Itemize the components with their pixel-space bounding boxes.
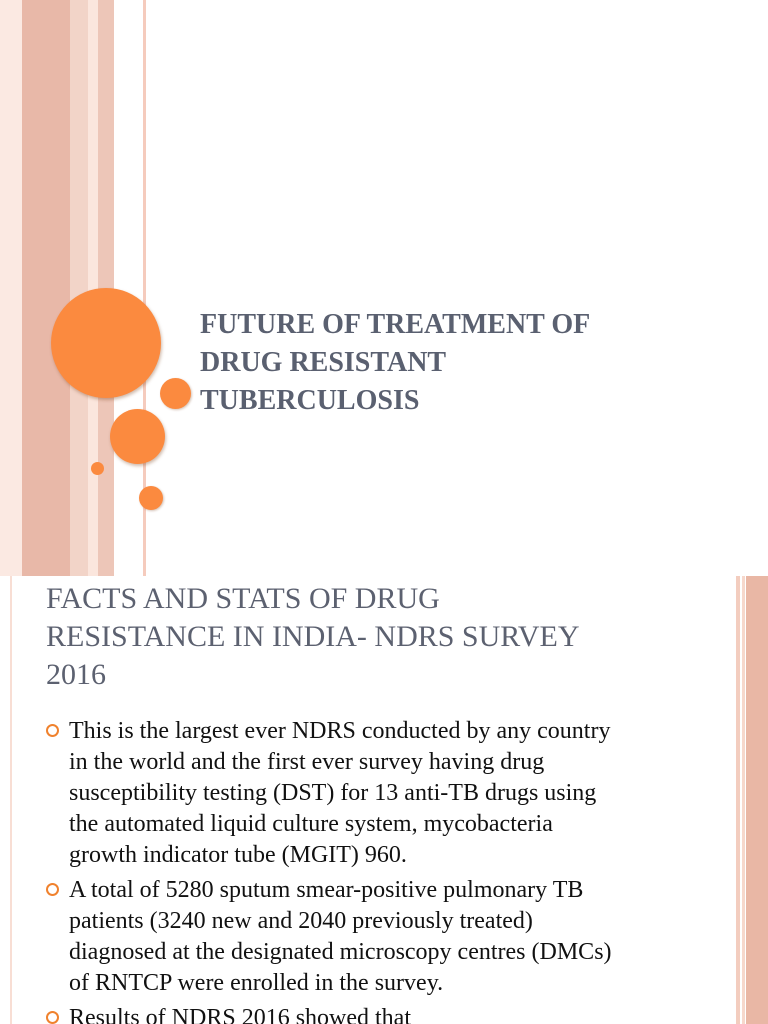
decorative-stripe [70,0,88,576]
bullet-text-line: growth indicator tube (MGIT) 960. [69,842,407,868]
decorative-stripe [746,576,768,1024]
slide-title-line: DRUG RESISTANT [200,347,447,378]
decorative-stripe [736,576,740,1024]
bullet-text-line: patients (3240 new and 2040 previously treated) [69,908,533,934]
bullet-list [0,716,700,1024]
bullet-text-line: susceptibility testing (DST) for 13 anti-TB drugs using [69,780,597,806]
bullet-text-line: Results of NDRS 2016 showed that [69,1005,411,1024]
decorative-circle-small [139,486,163,510]
slide-heading-line: RESISTANCE IN INDIA- NDRS SURVEY [46,620,580,653]
decorative-circle-small [160,378,191,409]
content-slide [0,576,768,1024]
bullet-text-line: of RNTCP were enrolled in the survey. [69,970,444,996]
bullet-text-line: in the world and the first ever survey having drug [69,749,545,775]
slide-title-line: TUBERCULOSIS [200,385,420,416]
slide-heading [46,580,686,694]
decorative-circle-medium [110,409,165,464]
bullet-circle-icon [46,1011,59,1024]
bullet-text-line: A total of 5280 sputum smear-positive pulmonary TB [69,877,584,903]
decorative-circle-tiny [91,462,104,475]
bullet-circle-icon [46,883,59,896]
bullet-text-line: the automated liquid culture system, mycobacteria [69,811,553,837]
decorative-circle-large [51,288,161,398]
bullet-item [0,716,700,871]
bullet-text-line: This is the largest ever NDRS conducted by any country [69,718,611,744]
slide-heading-line: FACTS AND STATS OF DRUG [46,582,440,615]
bullet-item [0,1003,700,1024]
slide-heading-line: 2016 [46,658,106,691]
slide-title [200,306,730,420]
bullet-item [0,875,700,999]
decorative-stripe [742,576,745,1024]
decorative-stripe [0,0,22,576]
bullet-text-line: diagnosed at the designated microscopy centres (DMCs) [69,939,612,965]
decorative-stripe [22,0,70,576]
slide-title-line: FUTURE OF TREATMENT OF [200,309,591,340]
bullet-circle-icon [46,724,59,737]
